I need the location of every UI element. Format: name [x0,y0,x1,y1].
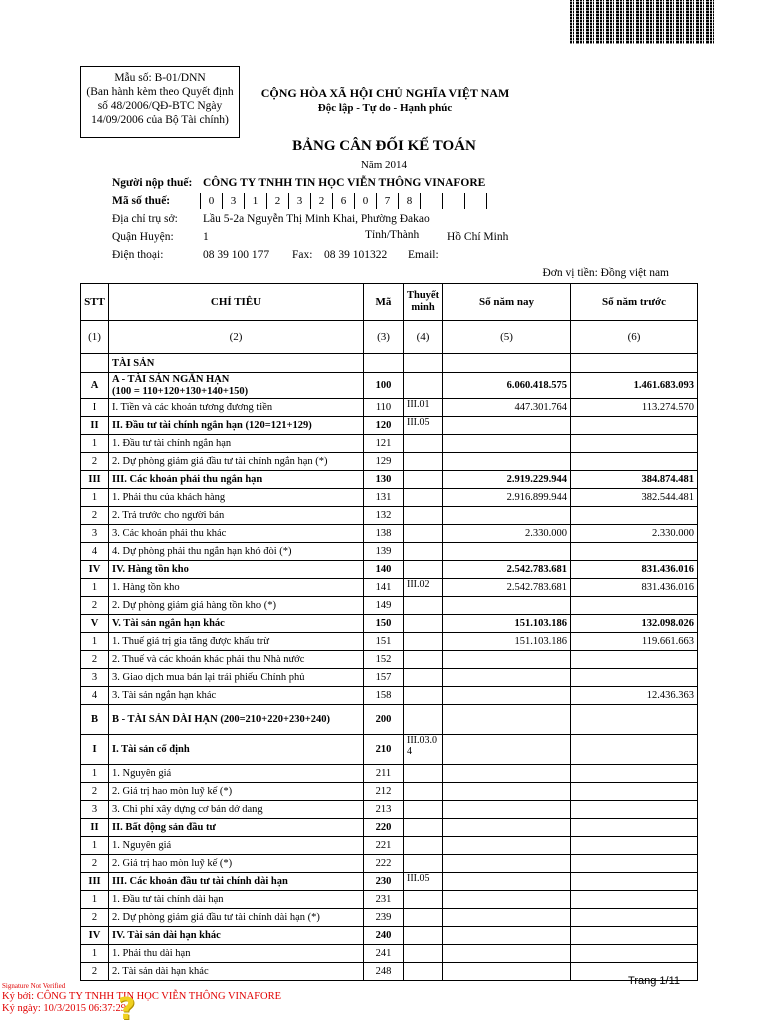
subheader: (4) [404,321,443,354]
tax-digit-box: 3 [223,193,245,209]
row-code: 152 [364,651,404,669]
form-line: 14/09/2006 của Bộ Tài chính) [91,114,229,126]
row-prior-year [571,435,698,453]
row-current-year [443,891,571,909]
row-stt: 1 [81,489,109,507]
row-stt: B [81,705,109,735]
table-row [81,735,698,765]
row-code: 129 [364,453,404,471]
row-note [404,705,443,735]
table-row [81,669,698,687]
row-prior-year: 384.874.481 [571,471,698,489]
header-stt: STT [81,284,109,321]
row-indicator: 3. Các khoản phải thu khác [109,525,364,543]
tax-digit-box: 1 [245,193,267,209]
row-stt: IV [81,927,109,945]
row-code: 213 [364,801,404,819]
subheader: (2) [109,321,364,354]
row-prior-year [571,819,698,837]
row-indicator: IV. Hàng tồn kho [109,561,364,579]
row-code: 141 [364,579,404,597]
row-stt: IV [81,561,109,579]
row-stt: 2 [81,783,109,801]
address-value: Lầu 5-2a Nguyễn Thị Minh Khai, Phường Đakao [203,213,430,225]
row-code: 149 [364,597,404,615]
row-indicator-line: A - TÀI SẢN NGẮN HẠN [112,373,230,385]
table-row [81,705,698,735]
row-current-year: 447.301.764 [443,399,571,417]
row-indicator: B - TÀI SẢN DÀI HẠN (200=210+220+230+240) [109,705,364,735]
row-note [404,855,443,873]
table-row [81,543,698,561]
row-stt: 2 [81,597,109,615]
digital-signature [2,982,281,1015]
row-stt: 1 [81,435,109,453]
header-indicator: CHỈ TIÊU [109,284,364,321]
row-stt: 3 [81,525,109,543]
subheader: (5) [443,321,571,354]
row-stt: III [81,873,109,891]
row-stt: V [81,615,109,633]
row-indicator: III. Các khoản phải thu ngắn hạn [109,471,364,489]
tax-digit-box [443,193,465,209]
row-current-year: 2.542.783.681 [443,561,571,579]
table-row [81,873,698,891]
row-current-year [443,783,571,801]
row-note [404,909,443,927]
row-note [404,819,443,837]
table-row [81,471,698,489]
row-indicator: 2. Dự phòng giảm giá đầu tư tài chính ngắn hạn (*) [109,453,364,471]
page-title: BẢNG CÂN ĐỐI KẾ TOÁN [292,138,476,154]
row-note [404,687,443,705]
header-prior-year: Số năm trước [571,284,698,321]
row-note: III.01 [404,399,443,417]
row-code: 130 [364,471,404,489]
table-row [81,417,698,435]
row-note: III.05 [404,873,443,891]
form-line: (Ban hành kèm theo Quyết định [86,86,234,98]
signature-signer: Ký bởi: CÔNG TY TNHH TIN HỌC VIỄN THÔNG VINAFORE [2,991,282,1002]
row-note [404,963,443,981]
row-note [404,525,443,543]
tax-digit-box: 8 [399,193,421,209]
row-indicator: 4. Dự phòng phải thu ngắn hạn khó đòi (*) [109,543,364,561]
table-row [81,963,698,981]
row-note [404,543,443,561]
row-prior-year [571,543,698,561]
row-prior-year [571,597,698,615]
row-code: 212 [364,783,404,801]
row-current-year [443,597,571,615]
row-indicator: I. Tài sản cố định [109,735,364,765]
row-note: III.05 [404,417,443,435]
table-row [81,399,698,417]
row-indicator: 2. Giá trị hao mòn luỹ kế (*) [109,855,364,873]
row-current-year [443,453,571,471]
row-note [404,765,443,783]
barcode [570,0,716,44]
phone-value: 08 39 100 177 [203,249,270,261]
row-current-year: 2.542.783.681 [443,579,571,597]
row-stt: 1 [81,765,109,783]
row-prior-year [571,927,698,945]
balance-sheet-table [80,283,698,981]
row-indicator: 1. Đầu tư tài chính dài hạn [109,891,364,909]
row-current-year [443,765,571,783]
row-stt: 1 [81,837,109,855]
row-code: 221 [364,837,404,855]
row-prior-year [571,705,698,735]
row-current-year [443,705,571,735]
row-indicator: 1. Nguyên giá [109,837,364,855]
row-stt: I [81,735,109,765]
row-stt: II [81,417,109,435]
row-stt: 2 [81,651,109,669]
row-stt: 3 [81,669,109,687]
row-stt: II [81,819,109,837]
row-indicator: 1. Phải thu của khách hàng [109,489,364,507]
table-row [81,651,698,669]
row-current-year [443,873,571,891]
row-current-year [443,507,571,525]
row-note [404,735,443,765]
tax-digit-box [465,193,487,209]
table-row [81,615,698,633]
row-stt: 2 [81,453,109,471]
tax-digit-box: 2 [311,193,333,209]
phone-label: Điện thoại: [112,249,164,261]
row-indicator: 2. Trả trước cho người bán [109,507,364,525]
national-header [250,86,520,114]
row-code: 131 [364,489,404,507]
row-code: 157 [364,669,404,687]
row-note-line: 4 [407,746,412,757]
row-prior-year [571,909,698,927]
province-label: Tỉnh/Thành [365,229,420,241]
row-indicator: 2. Dự phòng giảm giá đầu tư tài chính dài hạn (*) [109,909,364,927]
row-indicator: 1. Phải thu dài hạn [109,945,364,963]
table-row [81,855,698,873]
row-stt: 4 [81,687,109,705]
form-line: số 48/2006/QĐ-BTC Ngày [97,100,223,112]
row-prior-year [571,945,698,963]
address-label: Địa chỉ trụ sở: [112,213,178,225]
table-row [81,633,698,651]
row-code: 230 [364,873,404,891]
tax-code-label: Mã số thuế: [112,195,171,207]
row-note [404,489,443,507]
row-prior-year: 831.436.016 [571,579,698,597]
row-code: 222 [364,855,404,873]
row-stt: 1 [81,579,109,597]
row-note [404,373,443,399]
row-current-year [443,687,571,705]
row-indicator: 2. Tài sản dài hạn khác [109,963,364,981]
subheader: (6) [571,321,698,354]
tax-digit-box: 0 [200,193,223,209]
table-row [81,837,698,855]
row-code: 120 [364,417,404,435]
table-row [81,909,698,927]
row-indicator [109,373,364,399]
table-row [81,489,698,507]
table-row [81,507,698,525]
row-indicator: 2. Dự phòng giảm giá hàng tồn kho (*) [109,597,364,615]
row-code: 100 [364,373,404,399]
row-note [404,597,443,615]
row-current-year [443,927,571,945]
row-indicator: 3. Chi phí xây dựng cơ bản dở dang [109,801,364,819]
row-indicator: 1. Nguyên giá [109,765,364,783]
header-note: Thuyết minh [404,284,443,321]
row-indicator: IV. Tài sản dài hạn khác [109,927,364,945]
row-note [404,453,443,471]
row-code: 231 [364,891,404,909]
fax-value: 08 39 101322 [324,249,388,261]
row-note [404,633,443,651]
tax-digit-box: 6 [333,193,355,209]
row-current-year [443,669,571,687]
row-current-year: 151.103.186 [443,633,571,651]
row-prior-year: 12.436.363 [571,687,698,705]
row-stt: 4 [81,543,109,561]
row-prior-year [571,783,698,801]
district-label: Quận Huyện: [112,231,174,243]
row-prior-year: 113.274.570 [571,399,698,417]
row-note [404,801,443,819]
row-note [404,669,443,687]
row-current-year [443,417,571,435]
table-row [81,819,698,837]
row-indicator: I. Tiền và các khoản tương đương tiền [109,399,364,417]
row-indicator: II. Bất động sản đầu tư [109,819,364,837]
district-value: 1 [203,231,209,243]
form-line: Mẫu số: B-01/DNN [114,72,206,84]
row-current-year: 6.060.418.575 [443,373,571,399]
row-code: 210 [364,735,404,765]
table-row [81,927,698,945]
row-stt: A [81,373,109,399]
row-stt: 2 [81,855,109,873]
row-code: 140 [364,561,404,579]
table-row [81,687,698,705]
table-row [81,801,698,819]
row-note [404,435,443,453]
table-row [81,435,698,453]
row-current-year [443,543,571,561]
row-note: III.02 [404,579,443,597]
table-row [81,783,698,801]
row-current-year [443,855,571,873]
row-prior-year: 2.330.000 [571,525,698,543]
row-stt: III [81,471,109,489]
table-row [81,597,698,615]
row-stt: 1 [81,945,109,963]
signature-status: Signature Not Verified [2,982,66,990]
row-prior-year [571,765,698,783]
row-prior-year [571,453,698,471]
row-code: 138 [364,525,404,543]
row-indicator: 1. Thuế giá trị gia tăng được khấu trừ [109,633,364,651]
row-current-year [443,435,571,453]
table-row [81,373,698,399]
row-stt: 2 [81,507,109,525]
report-year: Năm 2014 [360,159,408,171]
row-current-year: 151.103.186 [443,615,571,633]
header-current-year: Số năm nay [443,284,571,321]
table-row [81,453,698,471]
row-current-year: 2.916.899.944 [443,489,571,507]
row-code: 151 [364,633,404,651]
row-prior-year [571,417,698,435]
row-code: 200 [364,705,404,735]
row-prior-year: 382.544.481 [571,489,698,507]
row-prior-year [571,651,698,669]
row-current-year [443,837,571,855]
row-stt: 1 [81,633,109,651]
row-code: 248 [364,963,404,981]
row-note [404,561,443,579]
fax-label: Fax: [292,249,313,261]
row-current-year [443,945,571,963]
row-stt: I [81,399,109,417]
row-current-year: 2.330.000 [443,525,571,543]
taxpayer-label: Người nộp thuế: [112,177,193,189]
row-code: 150 [364,615,404,633]
row-code: 220 [364,819,404,837]
page-number: Trang 1/11 [628,975,680,987]
row-prior-year [571,801,698,819]
row-prior-year [571,735,698,765]
row-indicator: 1. Hàng tồn kho [109,579,364,597]
row-code: 158 [364,687,404,705]
row-indicator: III. Các khoản đầu tư tài chính dài hạn [109,873,364,891]
row-note [404,837,443,855]
row-note [404,927,443,945]
row-note [404,615,443,633]
section-title: TÀI SẢN [109,354,364,373]
row-current-year [443,801,571,819]
row-indicator: 2. Giá trị hao mòn luỹ kế (*) [109,783,364,801]
signature-unverified-icon: ? [118,992,136,1027]
row-code: 121 [364,435,404,453]
row-current-year [443,651,571,669]
table-row [81,525,698,543]
tax-code-boxes [200,193,487,210]
row-code: 239 [364,909,404,927]
tax-digit-box: 2 [267,193,289,209]
row-current-year: 2.919.229.944 [443,471,571,489]
company-name: CÔNG TY TNHH TIN HỌC VIỄN THÔNG VINAFORE [203,177,486,189]
nation-motto: Độc lập - Tự do - Hạnh phúc [317,102,453,114]
table-row [81,765,698,783]
tax-digit-box: 3 [289,193,311,209]
row-indicator: 1. Đầu tư tài chính ngắn hạn [109,435,364,453]
table-row [81,561,698,579]
row-prior-year [571,855,698,873]
row-current-year [443,735,571,765]
row-code: 241 [364,945,404,963]
row-prior-year: 132.098.026 [571,615,698,633]
tax-digit-box [421,193,443,209]
row-indicator: 3. Tài sản ngắn hạn khác [109,687,364,705]
table-row [81,891,698,909]
row-note [404,945,443,963]
row-prior-year [571,837,698,855]
row-indicator: 3. Giao dịch mua bán lại trái phiếu Chính phủ [109,669,364,687]
signature-date: Ký ngày: 10/3/2015 06:37:29 [2,1003,126,1014]
row-note [404,507,443,525]
row-prior-year: 119.661.663 [571,633,698,651]
province-value: Hồ Chí Minh [447,231,509,243]
row-stt: 3 [81,801,109,819]
subheader: (1) [81,321,109,354]
row-note-line: III.03.0 [407,735,437,746]
row-indicator-line: (100 = 110+120+130+140+150) [112,385,249,397]
row-note [404,651,443,669]
row-code: 132 [364,507,404,525]
row-note [404,471,443,489]
table-row [81,945,698,963]
form-number-box [80,66,240,138]
row-prior-year [571,669,698,687]
row-indicator: II. Đầu tư tài chính ngắn hạn (120=121+129) [109,417,364,435]
row-stt: 2 [81,909,109,927]
row-current-year [443,909,571,927]
row-prior-year: 831.436.016 [571,561,698,579]
row-prior-year [571,507,698,525]
row-note [404,783,443,801]
tax-digit-box: 7 [377,193,399,209]
row-indicator: V. Tài sản ngắn hạn khác [109,615,364,633]
row-note [404,891,443,909]
row-prior-year [571,873,698,891]
email-label: Email: [408,249,439,261]
table-row [81,579,698,597]
nation-name: CỘNG HÒA XÃ HỘI CHỦ NGHĨA VIỆT NAM [260,86,510,100]
row-current-year [443,963,571,981]
row-code: 110 [364,399,404,417]
row-indicator: 2. Thuế và các khoản khác phải thu Nhà nước [109,651,364,669]
row-code: 139 [364,543,404,561]
currency-unit: Đơn vị tiền: Đồng việt nam [542,267,669,279]
row-code: 211 [364,765,404,783]
header-code: Mã [364,284,404,321]
row-stt: 1 [81,891,109,909]
row-prior-year: 1.461.683.093 [571,373,698,399]
tax-digit-box: 0 [355,193,377,209]
row-stt: 2 [81,963,109,981]
subheader: (3) [364,321,404,354]
row-prior-year [571,891,698,909]
row-code: 240 [364,927,404,945]
row-current-year [443,819,571,837]
